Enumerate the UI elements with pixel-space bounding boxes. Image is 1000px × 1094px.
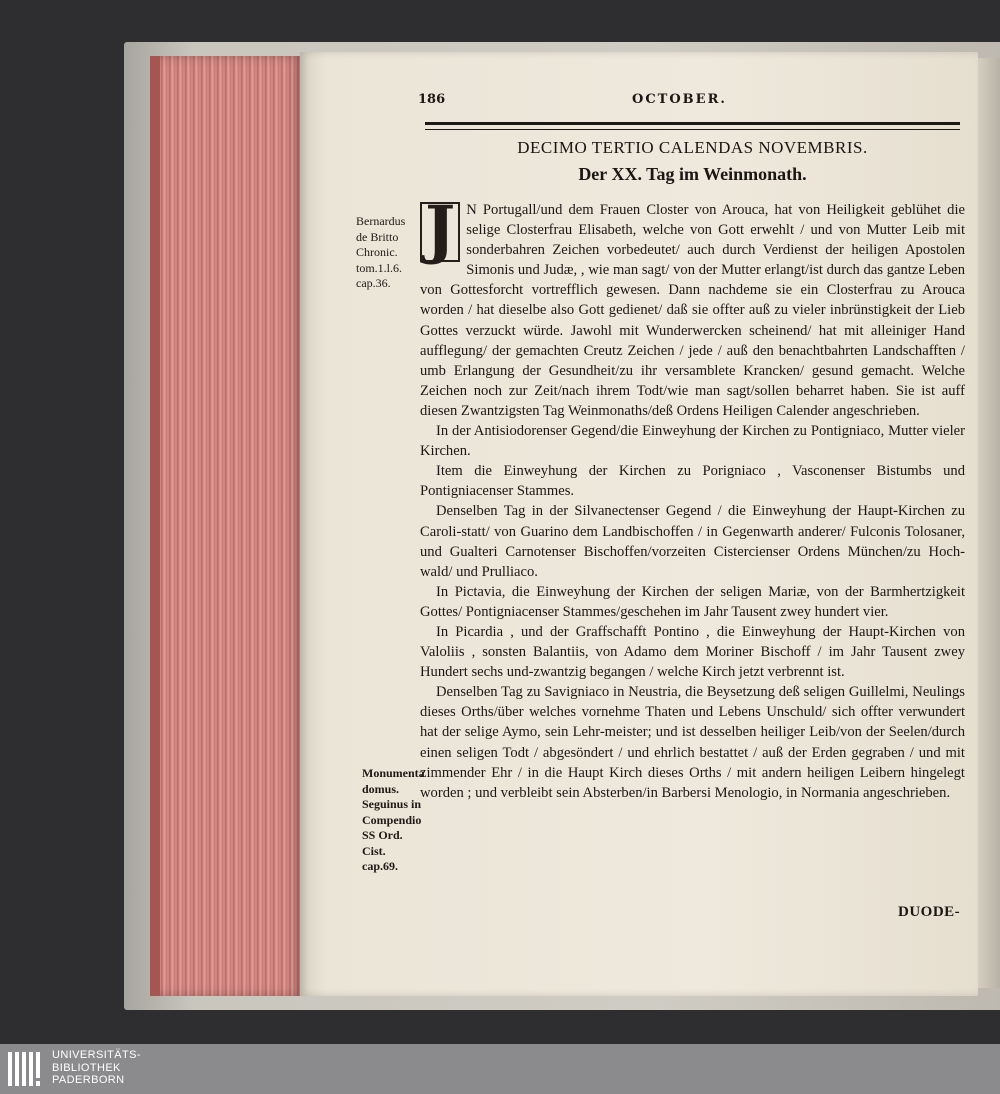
- running-title: OCTOBER.: [632, 92, 727, 107]
- header-rule: [425, 122, 960, 130]
- book-fore-edge: [150, 56, 302, 996]
- library-logo-icon: [6, 1048, 48, 1090]
- body-text: [420, 192, 965, 803]
- library-name: [52, 1049, 141, 1087]
- heading-german: Der XX. Tag im Weinmonath.: [578, 164, 807, 184]
- catchword: DUODE-: [898, 904, 961, 920]
- paragraph-4: Denselben Tag in der Silvanectenser Gegend / die Einweyhung der Haupt-Kirchen zu Caroli-statt/ von Guarino dem Landbischoffen / in Gegenwarth anderer/ Fulconis Tolosaner, und Gualteri Carnotenser Bischoffen/vorzeiten Cistercienser Ordens München/zu Hoch-wald/ und Prulliaco.: [420, 503, 965, 580]
- paragraph-2: In der Antisiodorenser Gegend/die Einweyhung der Kirchen zu Pontigniaco, Mutter vieler Kirchen.: [420, 423, 965, 460]
- heading-latin: DECIMO TERTIO CALENDAS NOVEMBRIS.: [517, 138, 868, 157]
- paragraph-1: [420, 192, 965, 421]
- library-name-line-2: BIBLIOTHEK: [52, 1061, 121, 1074]
- footer-bar: [0, 1044, 1000, 1094]
- margin-note-source: Bernardus de Britto Chronic. tom.1.l.6. cap.36.: [356, 214, 406, 290]
- paragraph-7: Denselben Tag zu Savigniaco in Neustria, die Beysetzung deß seligen Guillelmi, Neulings dieses Orths/über welches vornehme Thaten und Lebens Unschuld/ sich offter verwundert hat der selige Aymo, sein Lehr-meister; und ist desselben heiliger Leib/von der Seelen/durch einen seligen Todt / abgesöndert / und ehrlich bestattet / auß der Erden gegraben / und mit zimmender Ehr / in die Haupt Kirch dieses Orths / mit andern heiligen Leibern hingelegt worden ; und verbleibt sein Absterben/in Barbersi Menologio, in Normania angeschrieben.: [420, 684, 965, 801]
- page-edge: [978, 58, 1000, 988]
- paragraph-3: Item die Einweyhung der Kirchen zu Porigniaco , Vasconenser Bistumbs und Pontigniacenser Stammes.: [420, 463, 965, 500]
- paragraph-5: In Pictavia, die Einweyhung der Kirchen der seligen Mariæ, von der Barmhertzigkeit Gottes/ Pontigniacenser Stammes/geschehen im Jahr Tausent zwey hundert vier.: [420, 583, 965, 620]
- running-head: [418, 92, 963, 112]
- margin-note-monumenta: Monumenta domus. Seguinus in Compendio SS Ord. Cist. cap.69.: [362, 766, 425, 873]
- drop-cap: J: [420, 202, 460, 262]
- library-name-line-3: PADERBORN: [52, 1074, 125, 1086]
- paragraph-1-text: N Portugall/und dem Frauen Closter von Arouca, hat von Heiligkeit geblühet die selige Closterfrau Elisabeth, welche von Gott erwehlt / und von Mutter Leib mit sonderbahren Zeichen vorbedeutet/ auch durch Verdienst der heiligen Apostolen Simonis und Judæ, , wie man sagt/ von der Mutter erlangt/ist durch das gantze Leben von Gottesforcht vortrefflich gewesen. Dann nachdeme sie ein Closterfrau zu Arouca worden / hat dieselbe also Gott gedienet/ daß sie offter auß zu vieler inbrünstigkeit der Lieb Gottes verzuckt würde. Jawohl mit Wunderwercken scheinend/ hat mit alleiniger Hand aufflegung/ der gemachten Creutz Zeichen / jede / auß den benachtbahrten Landschafften / umb Erlangung der Gesundheit/zu ihr versamblete Krancken/ gesund gemacht. Welche Zeichen noch zur Zeit/nach ihrem Todt/wie man sagt/sollen beharret haben. Sie ist auff diesen Zwantzigsten Tag Weinmonaths/deß Ordens Heiligen Calender angeschrieben.: [420, 202, 965, 419]
- paragraph-6: In Picardia , und der Graffschafft Pontino , die Einweyhung der Haupt-Kirchen von Valoliis , sonsten Balantiis, von Adamo dem Moriner Bischoff / im Jahr Tausent zwey Hundert sechs und-zwantzig begangen / welche Kirch jetzt verbrennt ist.: [420, 623, 965, 681]
- library-name-line-1: UNIVERSITÄTS-: [52, 1049, 141, 1061]
- page-number: 186: [418, 92, 446, 107]
